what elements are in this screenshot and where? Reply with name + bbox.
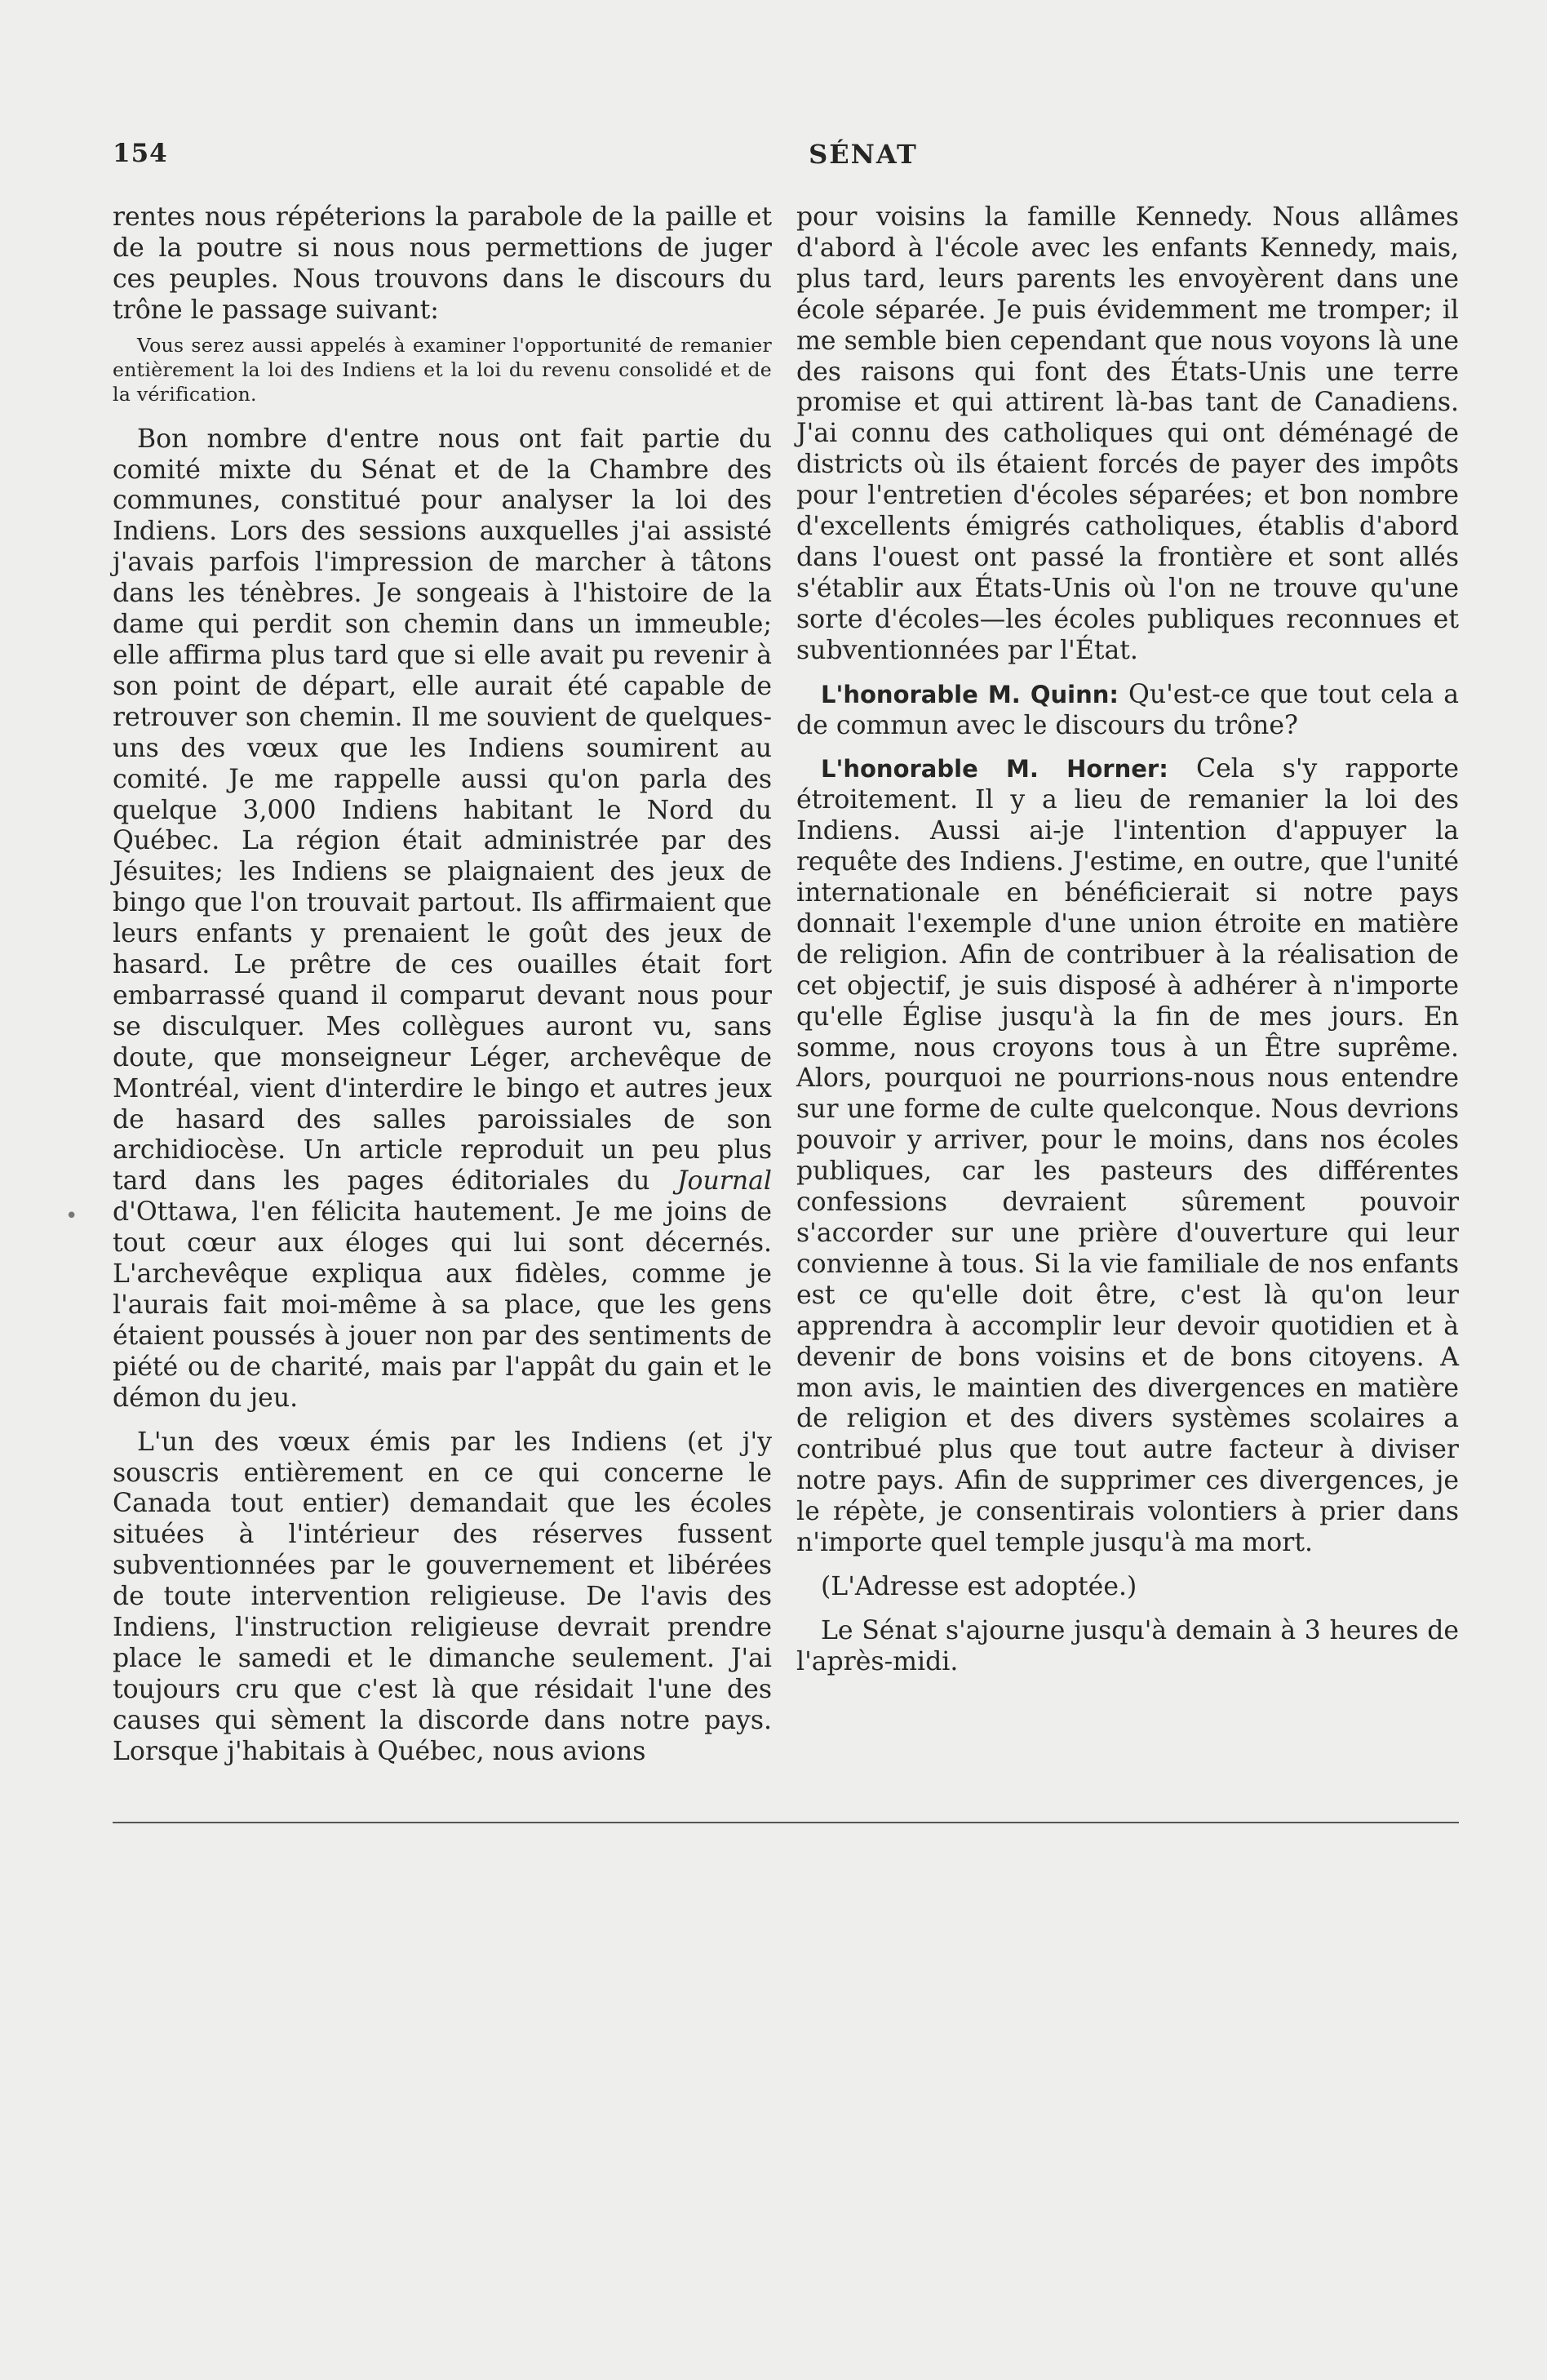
- speaker-name: L'honorable M. Quinn:: [821, 680, 1119, 708]
- paragraph: rentes nous répéterions la parabole de la paille et de la poutre si nous nous permettions de juger ces peuples. Nous trouvons dans le discours du trône le passage suivant:: [113, 202, 772, 325]
- paragraph: [113, 424, 772, 1414]
- page-number: 154: [113, 139, 168, 168]
- running-head: SÉNAT: [809, 139, 918, 170]
- paragraph-text: Bon nombre d'entre nous ont fait partie du comité mixte du Sénat et de la Chambre des communes, constitué pour analyser la loi des Indiens. Lors des sessions auxquelles j'ai assisté j'avais parfois l'impression de marcher à tâtons dans les ténèbres. Je songeais à l'histoire de la dame qui perdit son chemin dans un immeuble; elle affirma plus tard que si elle avait pu revenir à son point de départ, elle aurait été capable de retrouver son chemin. Il me souvient de quelques-uns des vœux que les Indiens soumirent au comité. Je me rappelle aussi qu'on parla des quelque 3,000 Indiens habitant le Nord du Québec. La région était administrée par des Jésuites; les Indiens se plaignaient des jeux de bingo que l'on trouvait partout. Ils affirmaient que leurs enfants y prenaient le goût des jeux de hasard. Le prêtre de ces ouailles était fort embarrassé quand il comparut devant nous pour se disculquer. Mes collègues auront vu, sans doute, que monseigneur Léger, archevêque de Montréal, vient d'interdire le bingo et autres jeux de hasard des salles paroissiales de son archidiocèse. Un article reproduit un peu plus tard dans les pages éditoriales du: [113, 424, 772, 1197]
- right-column: [796, 202, 1459, 1678]
- speech-text: Cela s'y rapporte étroitement. Il y a lieu de remanier la loi des Indiens. Aussi ai-je l'intention d'appuyer la requête des Indiens. J'estime, en outre, que l'unité internationale en bénéficierait si notre pays donnait l'exemple d'une union étroite en matière de religion. Afin de contribuer à la réalisation de cet objectif, je suis disposé à adhérer à n'importe qu'elle Église jusqu'à la fin de mes jours. En somme, nous croyons tous à un Être suprême. Alors, pourquoi ne pourrions-nous nous entendre sur une forme de culte quelconque. Nous devrions pouvoir y arriver, pour le moins, dans nos écoles publiques, car les pasteurs des différentes confessions devraient sûrement pouvoir s'accorder sur une prière d'ouverture qui leur convienne à tous. Si la vie familiale de nos enfants est ce qu'elle doit être, c'est là qu'on leur apprendra à accomplir leur devoir quotidien et à devenir de bons voisins et de bons citoyens. A mon avis, le maintien des divergences en matière de religion et des divers systèmes scolaires a contribué plus que tout autre facteur à diviser notre pays. Afin de supprimer ces divergences, je le répète, je consentirais volontiers à prier dans n'importe quel temple jusqu'à ma mort.: [796, 754, 1459, 1558]
- paragraph: pour voisins la famille Kennedy. Nous allâmes d'abord à l'école avec les enfants Kennedy, mais, plus tard, leurs parents les envoyèrent dans une école séparée. Je puis évidemment me tromper; il me semble bien cependant que nous voyons là une des raisons qui font des États-Unis une terre promise et qui attirent là-bas tant de Canadiens. J'ai connu des catholiques qui ont déménagé de districts où ils étaient forcés de payer des impôts pour l'entretien d'écoles séparées; et bon nombre d'excellents émigrés catholiques, établis d'abord dans l'ouest ont passé la frontière et sont allés s'établir aux États-Unis où l'on ne trouve qu'une sorte d'écoles—les écoles publiques reconnues et subventionnées par l'État.: [796, 202, 1459, 665]
- procedural-note: (L'Adresse est adoptée.): [821, 1571, 1137, 1601]
- speaker-name: L'honorable M. Horner:: [821, 755, 1168, 784]
- quote-text: Vous serez aussi appelés à examiner l'opportunité de remanier entièrement la loi des Indiens et la loi du revenu consolidé et de la vérification.: [113, 333, 772, 406]
- speech: [796, 680, 1459, 742]
- page-bottom-rule: [113, 1822, 1459, 1823]
- margin-dot: •: [65, 1204, 78, 1228]
- adjournment-note: Le Sénat s'ajourne jusqu'à demain à 3 heures de l'après-midi.: [796, 1615, 1459, 1676]
- page-header: [113, 139, 1459, 180]
- paragraph-text: d'Ottawa, l'en félicita hautement. Je me joins de tout cœur aux éloges qui lui sont décernés. L'archevêque expliqua aux fidèles, comme je l'aurais fait moi-même à sa place, que les gens étaient poussés à jouer non par des sentiments de piété ou de charité, mais par l'appât du gain et le démon du jeu.: [113, 1197, 772, 1413]
- speech-text: Qu'est-ce que tout cela a de commun avec le discours du trône?: [796, 679, 1459, 740]
- left-column: [113, 202, 772, 1768]
- paragraph: L'un des vœux émis par les Indiens (et j'y souscris entièrement en ce qui concerne le Canada tout entier) demandait que les écoles situées à l'intérieur des réserves fussent subventionnées par le gouvernement et libérées de toute intervention religieuse. De l'avis des Indiens, l'instruction religieuse devrait prendre place le samedi et le dimanche seulement. J'ai toujours cru que c'est là que résidait l'une des causes qui sèment la discorde dans notre pays. Lorsque j'habitais à Québec, nous avions: [113, 1427, 772, 1766]
- newspaper-title: Journal: [676, 1166, 772, 1197]
- block-quote: [113, 333, 772, 406]
- speech: [796, 754, 1459, 1559]
